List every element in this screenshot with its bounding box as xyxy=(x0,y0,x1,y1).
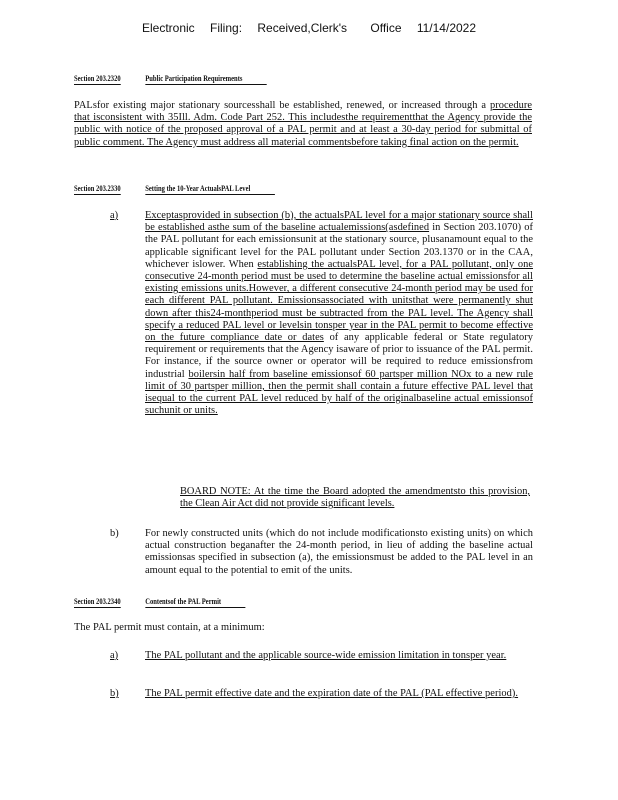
board-note: BOARD NOTE: At the time the Board adopted the amendmentsto this provision, the Clean Air Act did not provide significant levels. xyxy=(180,486,530,510)
section-2330-number: Section 203.2330 xyxy=(74,184,121,193)
section-2340-intro: The PAL permit must contain, at a minimum: xyxy=(74,622,265,633)
section-2330-item-a-label: a) xyxy=(110,210,119,221)
electronic-filing-header xyxy=(0,21,618,35)
section-2330-item-b-label: b) xyxy=(110,528,119,539)
item-a-part-3: establishing the actualsPAL level, for a PAL pollutant, only one consecutive 24-month period must be used to determine the baseline actual emissionsfor all existing emissions units.However, a different consecutive 24-month period may be used for each different PAL pollutant. Emissionsassociated with unitsthat were permanently shut down after this24-monthperiod must be subtracted from the PAL level. The Agency shall specify a reduced PAL level or levelsin tonsper year in the PAL permit to become effective on the future compliance date or dates xyxy=(145,258,533,344)
header-part-electronic: Electronic xyxy=(141,21,195,35)
item-a-part-2: in Section 203.1070) of the PAL pollutant for each emissionsunit at the stationary source, plusanamount equal to the applicable significant level for the PAL pollutant under Section 203.1370 or in the CAA, whichever islower. When xyxy=(145,222,533,270)
section-2320-heading xyxy=(74,74,267,85)
item-a-part-4: of any applicable federal or State regulatory requirement or requirements that the Agency isaware of prior to issuance of the PAL permit. For instance, if the source owner or operator will be required to reduce emissionsfrom industrial xyxy=(145,332,533,380)
section-2340-item-b-label: b) xyxy=(110,688,119,699)
item-a-part-1: Exceptasprovided in subsection (b), the actualsPAL level for a major stationary source shall be established asthe sum of the baseline actualemissions(asdefined xyxy=(145,210,533,234)
section-2330-heading xyxy=(74,184,275,195)
section-2340-number: Section 203.2340 xyxy=(74,597,121,606)
section-2330-item-b-text: For newly constructed units (which do not include modificationsto existing units) on which actual construction beganafter the 24-month period, in lieu of adding the baseline actual emissionsas specified in subsection (a), the emissionsmust be added to the PAL level in an amount equal to the potential to emit of the units. xyxy=(145,528,533,576)
section-2340-item-a-text: The PAL pollutant and the applicable source-wide emission limitation in tonsper year. xyxy=(145,650,507,661)
section-2340-item-a-label: a) xyxy=(110,650,119,661)
section-2320-title: Public Participation Requirements xyxy=(145,74,267,85)
header-part-received: Received,Clerk's xyxy=(257,21,348,35)
header-filing-date: 11/14/2022 xyxy=(416,21,477,35)
section-2320-body-plain: PALsfor existing major stationary sourcesshall be established, renewed, or increased through a xyxy=(74,100,490,111)
section-2320-number: Section 203.2320 xyxy=(74,74,121,83)
section-2340-item-b-text: The PAL permit effective date and the expiration date of the PAL (PAL effective period). xyxy=(145,688,519,699)
section-2340-title: Contentsof the PAL Permit xyxy=(145,597,245,608)
section-2320-body xyxy=(74,100,532,149)
item-a-part-5: boilersin half from baseline emissionsof 60 partsper million NOx to a new rule limit of 30 partsper million, then the permit shall contain a future effective PAL level that isequal to the current PAL level reduced by half of the originalbaseline actual emissionsof suchunit or units. xyxy=(145,368,533,417)
header-part-filing: Filing: xyxy=(210,21,243,35)
section-2330-item-a-text xyxy=(145,210,533,417)
header-part-office: Office xyxy=(370,21,402,35)
section-2330-title: Setting the 10-Year ActualsPAL Level xyxy=(145,184,275,195)
section-2340-heading xyxy=(74,597,246,608)
section-2320-body-underlined: procedure that isconsistent with 35Ill. Adm. Code Part 252. This includesthe requirementthat the Agency provide the public with notice of the proposed approval of a PAL permit and at least a 30-day period for submittal of public comment. The Agency must address all material commentsbefore taking final action on the permit. xyxy=(74,100,532,148)
